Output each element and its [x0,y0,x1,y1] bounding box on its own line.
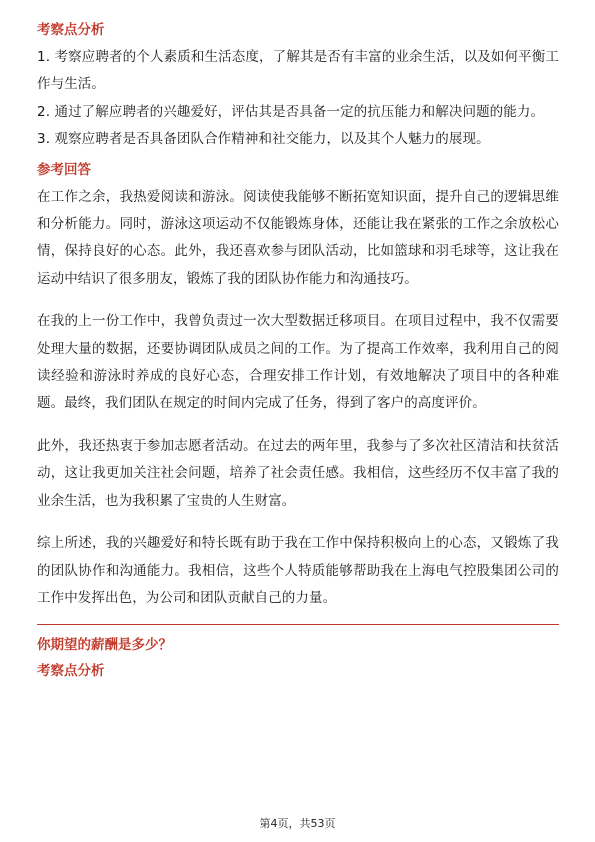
page-footer: 第4页，共53页 [259,817,336,830]
analysis-title: 考察点分析 [37,22,105,38]
analysis-item-2: 2. 通过了解应聘者的兴趣爱好，评估其是否具备一定的抗压能力和解决问题的能力。 [37,103,545,120]
next-analysis-title: 考察点分析 [37,663,105,680]
reference-paragraph-2: 在我的上一份工作中，我曾负责过一次大型数据迁移项目。在项目过程中，我不仅需要处理大量的数据，还要协调团队成员之间的工作。为了提高工作效率，我利用自己的阅读经验和游泳时养成的良好心态，合理安排工作计划，有效地解决了项目中的各种难题。最终，我们团队在规定的时间内完成了任务，得到了客户的高度评价。 [37,313,559,412]
question-title: 你期望的薪酬是多少？ [37,637,172,654]
section-divider [37,624,559,625]
reference-paragraph-4: 综上所述，我的兴趣爱好和特长既有助于我在工作中保持积极向上的心态，又锻炼了我的团队协作和沟通能力。我相信，这些个人特质能够帮助我在上海电气控股集团公司的工作中发挥出色，为公司和团队贡献自己的力量。 [37,535,559,606]
reference-paragraph-1: 在工作之余，我热爱阅读和游泳。阅读使我能够不断拓宽知识面，提升自己的逻辑思维和分析能力。同时，游泳这项运动不仅能锻炼身体，还能让我在紧张的工作之余放松心情，保持良好的心态。此外，我还喜欢参与团队活动，比如篮球和羽毛球等，这让我在运动中结识了很多朋友，锻炼了我的团队协作能力和沟通技巧。 [37,188,559,287]
reference-title: 参考回答 [37,161,91,178]
analysis-item-3: 3. 观察应聘者是否具备团队合作精神和社交能力，以及其个人魅力的展现。 [37,131,490,148]
analysis-item-1: 1. 考察应聘者的个人素质和生活态度，了解其是否有丰富的业余生活，以及如何平衡工作与生活。 [37,49,559,93]
page-content [37,20,559,685]
reference-paragraph-3: 此外，我还热衷于参加志愿者活动。在过去的两年里，我参与了多次社区清洁和扶贫活动，这让我更加关注社会问题，培养了社会责任感。我相信，这些经历不仅丰富了我的业余生活，也为我积累了宝贵的人生财富。 [37,437,559,509]
